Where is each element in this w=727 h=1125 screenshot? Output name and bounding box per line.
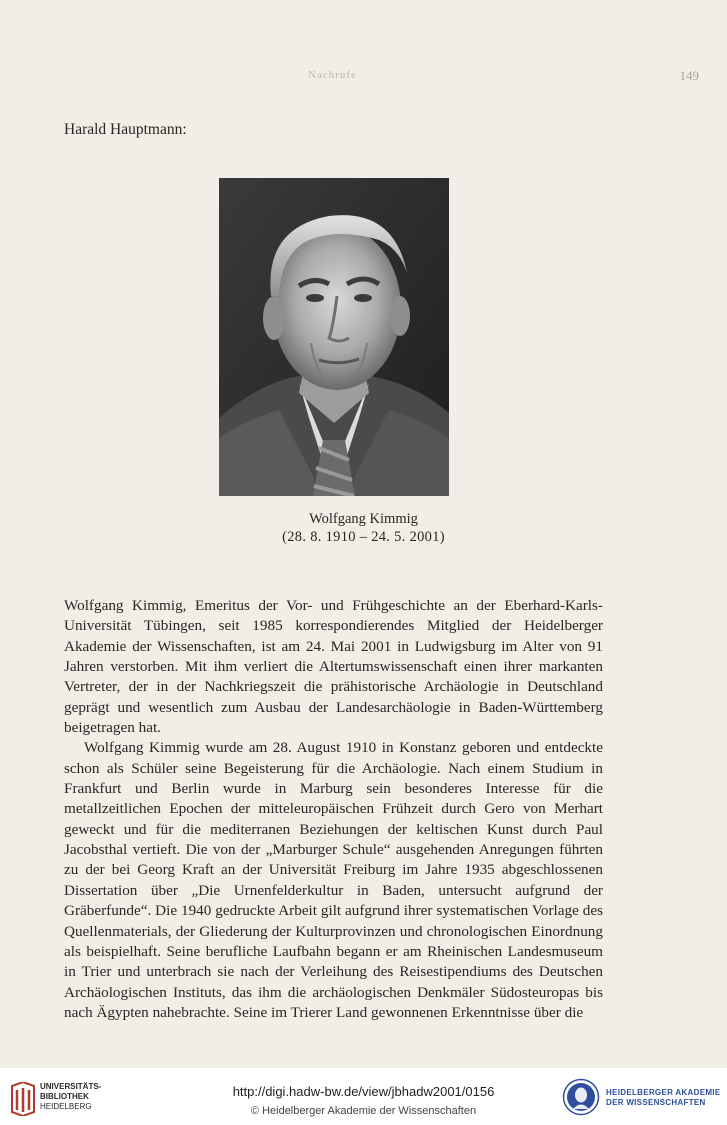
library-name-line3: HEIDELBERG [40, 1102, 92, 1111]
paragraph-1: Wolfgang Kimmig, Emeritus der Vor- und Frühgeschichte an der Eberhard-Karls-Universität Tübingen, seit 1985 korrespondierendes Mitglied der Heidelberger Akademie der Wissenschaften, ist am 24. Mai 2001 in Ludwigsburg im Alter von 91 Jahren verstorben. Mit ihm verliert die Altertumswissenschaft einen ihrer markanten Vertreter, der in der Nachkriegszeit die prähistorische Archäologie in Deutschland geprägt und wesentlich zum Ausbau der Landesarchäologie in Baden-Württemberg beigetragen hat. [64, 597, 603, 737]
library-name-line2: BIBLIOTHEK [40, 1092, 89, 1101]
portrait-caption-name: Wolfgang Kimmig [309, 511, 418, 527]
academy-name-line2: DER WISSENSCHAFTEN [606, 1098, 706, 1107]
academy-name-line1: HEIDELBERGER AKADEMIE [606, 1088, 721, 1097]
academy-name [606, 1088, 720, 1108]
footer-bar [0, 1068, 727, 1125]
academy-seal-icon [562, 1078, 600, 1116]
running-head: Nachrufe [308, 69, 357, 81]
portrait-photo [219, 178, 449, 496]
copyright-notice: © Heidelberger Akademie der Wissenschaften [250, 1105, 477, 1117]
portrait-image [219, 178, 449, 496]
permalink-url[interactable]: http://digi.hadw-bw.de/view/jbhadw2001/0156 [232, 1084, 495, 1099]
portrait-caption-dates: (28. 8. 1910 – 24. 5. 2001) [282, 529, 445, 545]
author-heading: Harald Hauptmann: [64, 121, 187, 138]
page-number: 149 [679, 68, 699, 83]
library-name-line1: UNIVERSITÄTS- [40, 1082, 102, 1091]
obituary-body [64, 596, 603, 1023]
paragraph-2: Wolfgang Kimmig wurde am 28. August 1910 in Konstanz geboren und entdeckte schon als Schüler seine Begeisterung für die Archäologie. Nach einem Studium in Frankfurt und Berlin wurde in Marburg sein besonderes Interesse für die metallzeitlichen Epochen der mitteleuropäischen Frühzeit durch Gero von Merhart geweckt und für die mediterranen Beziehungen der keltischen Kunst durch Paul Jacobsthal vertieft. Die von der „Marburger Schule“ ausgehenden Anregungen führten zu der bei Georg Kraft an der Universität Freiburg im Jahre 1935 abgeschlossenen Dissertation über „Die Urnenfelderkultur in Baden, untersucht aufgrund der Gräberfunde“. Die 1940 gedruckte Arbeit gilt aufgrund ihrer systematischen Vorlage des Quellenmaterials, der Gliederung der Kulturprovinzen und chronologischen Einordnung als beispielhaft. Seine berufliche Laufbahn begann er am Rheinischen Landesmuseum in Trier und unterbrach sie nach der Verleihung des Reisestipendiums des Deutschen Archäologischen Instituts, das ihm die archäologischen Denkmäler Südosteuropas bis nach Ägypten nahebrachte. Seine im Trierer Land gewonnenen Erkenntnisse über die [64, 739, 603, 1021]
